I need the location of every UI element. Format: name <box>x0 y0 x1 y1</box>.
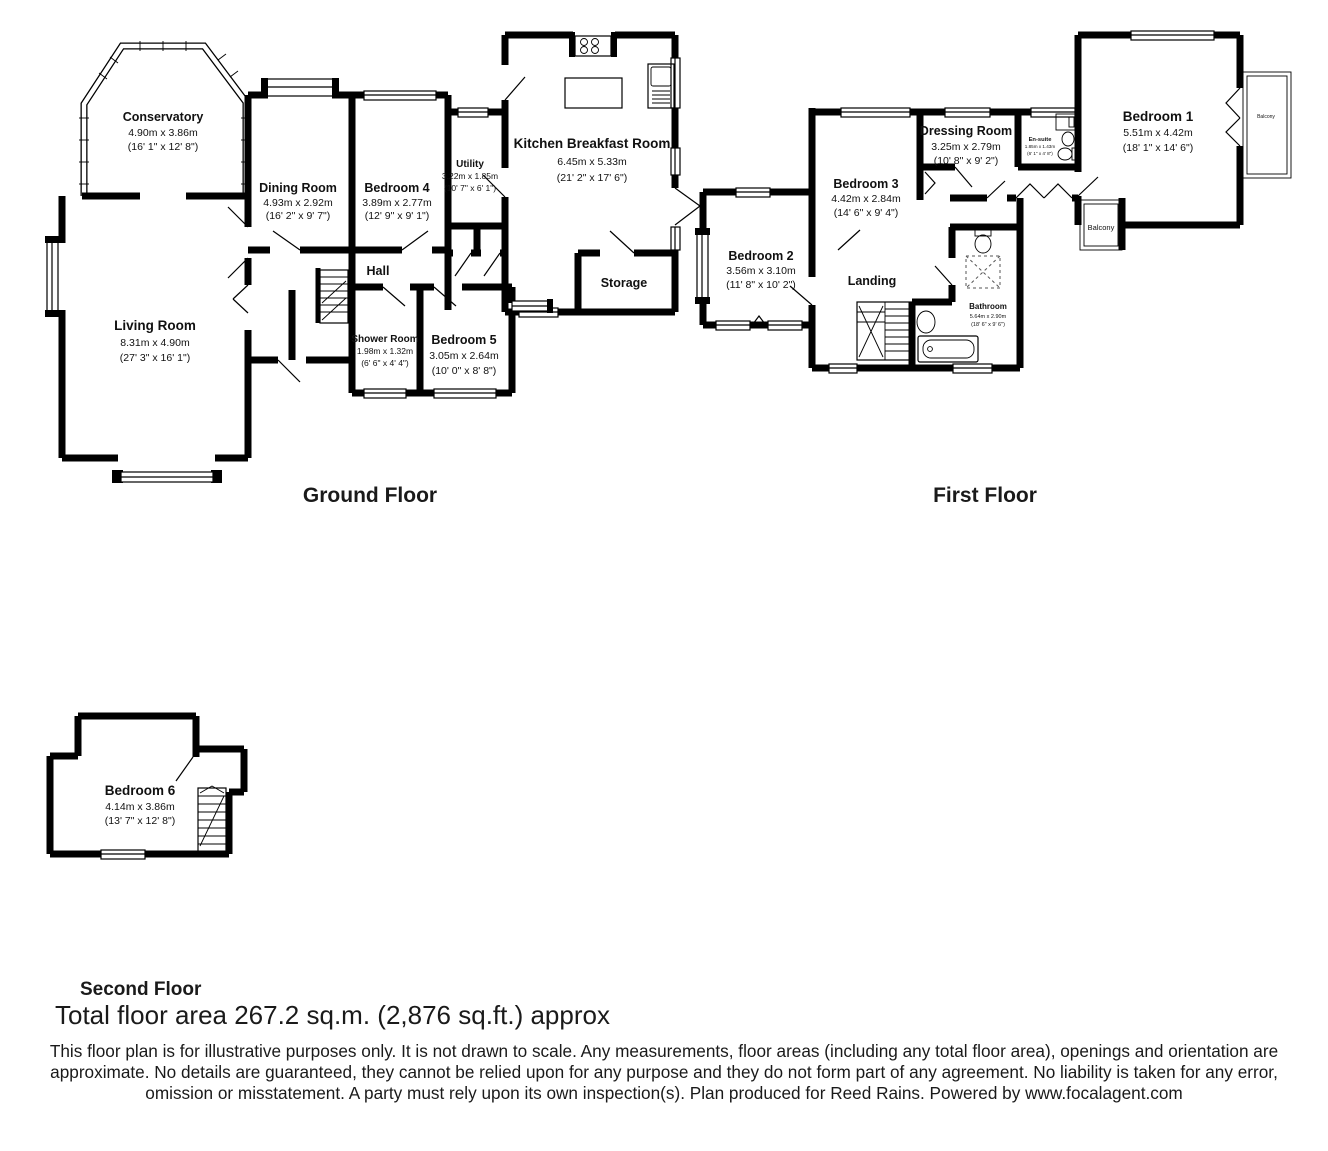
room-name: Bedroom 6 <box>104 783 176 798</box>
room-label-bathroom <box>969 302 1007 328</box>
second-floor-title: Second Floor <box>80 979 202 1000</box>
room-dim-metric: 4.14m x 3.86m <box>105 801 175 813</box>
room-label-bedroom5 <box>429 333 499 377</box>
washbasin-icon <box>1062 132 1074 146</box>
room-label-bedroom3 <box>831 177 901 219</box>
room-dim-metric: 3.05m x 2.64m <box>429 350 499 362</box>
kitchen-island <box>565 78 622 108</box>
room-label-kitchen <box>514 136 671 184</box>
room-dim-metric: 1.98m x 1.32m <box>356 346 414 356</box>
balcony-right <box>1243 72 1291 178</box>
shower-icon <box>966 256 1000 288</box>
room-dim-imperial: (12' 9" x 9' 1") <box>364 210 430 222</box>
room-dim-imperial: (21' 2" x 17' 6") <box>556 172 628 184</box>
room-label-dressing <box>920 124 1012 167</box>
stove-icon <box>569 32 617 57</box>
second-floor-plan <box>50 716 244 859</box>
room-label-dining <box>259 181 337 222</box>
room-dim-imperial: (10' 7" x 6' 1") <box>443 183 497 193</box>
room-label-hall: Hall <box>366 264 390 278</box>
room-dim-imperial: (14' 6" x 9' 4") <box>833 207 899 219</box>
second-floor-windows <box>101 850 145 859</box>
washbasin-icon <box>917 311 935 333</box>
bathroom-fixtures <box>917 229 1000 362</box>
room-dim-imperial: (13' 7" x 12' 8") <box>104 815 176 827</box>
ground-floor-title: Ground Floor <box>302 484 438 507</box>
room-dim-metric: 6.45m x 5.33m <box>557 156 627 168</box>
ground-floor-plan <box>45 32 700 483</box>
room-dim-imperial: (10' 0" x 8' 8") <box>431 365 497 377</box>
room-name: Bedroom 3 <box>833 177 899 191</box>
stairs-icon <box>857 302 913 360</box>
disclaimer-text: This floor plan is for illustrative purposes only. It is not drawn to scale. Any measurements, floor areas (including any total floor area), openings and orientation are approximate. No details are guaranteed, they cannot be relied upon for any purpose and they do not form part of any agreement. No liability is taken for any error, omission or misstatement. A party must rely upon its own inspection(s). Plan produced for Reed Rains. Powered by www.focalagent.com <box>49 1041 1279 1103</box>
room-label-ensuite <box>1025 137 1056 156</box>
first-floor-windows <box>695 31 1214 373</box>
room-dim-imperial: (18' 6" x 9' 6") <box>971 322 1005 328</box>
room-dim-imperial: (16' 2" x 9' 7") <box>265 210 331 222</box>
room-dim-metric: 4.42m x 2.84m <box>831 193 901 205</box>
room-name: Kitchen Breakfast Room <box>513 136 671 151</box>
room-dim-metric: 1.85m x 1.43m <box>1024 144 1056 149</box>
room-label-bedroom1 <box>1123 109 1194 154</box>
stairs-icon <box>198 786 226 852</box>
room-label-storage: Storage <box>600 276 648 290</box>
toilet-icon <box>975 229 991 253</box>
stairs-icon <box>318 268 348 323</box>
room-name: Bathroom <box>969 302 1007 311</box>
sink-icon <box>648 64 674 108</box>
room-dim-metric: 3.22m x 1.85m <box>441 171 499 181</box>
room-label-living <box>114 318 196 364</box>
room-name: Bedroom 4 <box>364 181 430 195</box>
room-name: Dressing Room <box>919 124 1013 138</box>
room-name: Conservatory <box>122 110 204 124</box>
room-name: Bedroom 1 <box>1122 109 1194 124</box>
balcony-label: Balcony <box>1257 114 1275 120</box>
room-label-bedroom4 <box>362 181 432 222</box>
room-dim-metric: 3.89m x 2.77m <box>362 197 432 209</box>
room-name: Living Room <box>114 318 196 333</box>
balcony-left <box>1080 200 1122 250</box>
room-dim-metric: 4.93m x 2.92m <box>263 197 333 209</box>
room-label-landing: Landing <box>847 274 897 288</box>
room-dim-metric: 4.90m x 3.86m <box>128 127 198 139</box>
room-dim-metric: 8.31m x 4.90m <box>120 337 190 349</box>
bathtub-icon <box>918 336 978 362</box>
room-dim-imperial: (16' 1" x 12' 8") <box>127 141 199 153</box>
room-name: Shower Room <box>351 334 419 345</box>
room-dim-imperial: (6' 6" x 4' 4") <box>361 358 409 368</box>
balcony-label: Balcony <box>1087 223 1115 232</box>
room-dim-imperial: (6' 1" x 4' 8") <box>1027 151 1053 156</box>
room-dim-metric: 5.64m x 2.90m <box>969 314 1007 320</box>
room-name: Bedroom 5 <box>431 333 497 347</box>
room-label-bedroom2 <box>726 249 796 291</box>
room-dim-metric: 3.56m x 3.10m <box>726 265 796 277</box>
room-label-conservatory <box>123 110 204 153</box>
room-dim-imperial: (18' 1" x 14' 6") <box>1122 142 1194 154</box>
room-label-shower <box>351 334 418 368</box>
room-dim-metric: 5.51m x 4.42m <box>1123 127 1193 139</box>
room-name: Dining Room <box>259 181 337 195</box>
room-name: En-suite <box>1028 137 1052 143</box>
room-dim-imperial: (11' 8" x 10' 2") <box>726 279 796 291</box>
bedroom6-door <box>176 757 193 781</box>
room-name: Bedroom 2 <box>728 249 794 263</box>
room-dim-metric: 3.25m x 2.79m <box>931 141 1001 153</box>
total-floor-area: Total floor area 267.2 sq.m. (2,876 sq.ft.) approx <box>55 1000 610 1030</box>
first-floor-plan <box>695 31 1291 373</box>
room-name: Utility <box>456 159 484 170</box>
room-dim-imperial: (10' 8" x 9' 2") <box>933 155 999 167</box>
room-label-bedroom6 <box>105 783 176 827</box>
first-floor-title: First Floor <box>933 484 1037 507</box>
room-dim-imperial: (27' 3" x 16' 1") <box>119 352 191 364</box>
